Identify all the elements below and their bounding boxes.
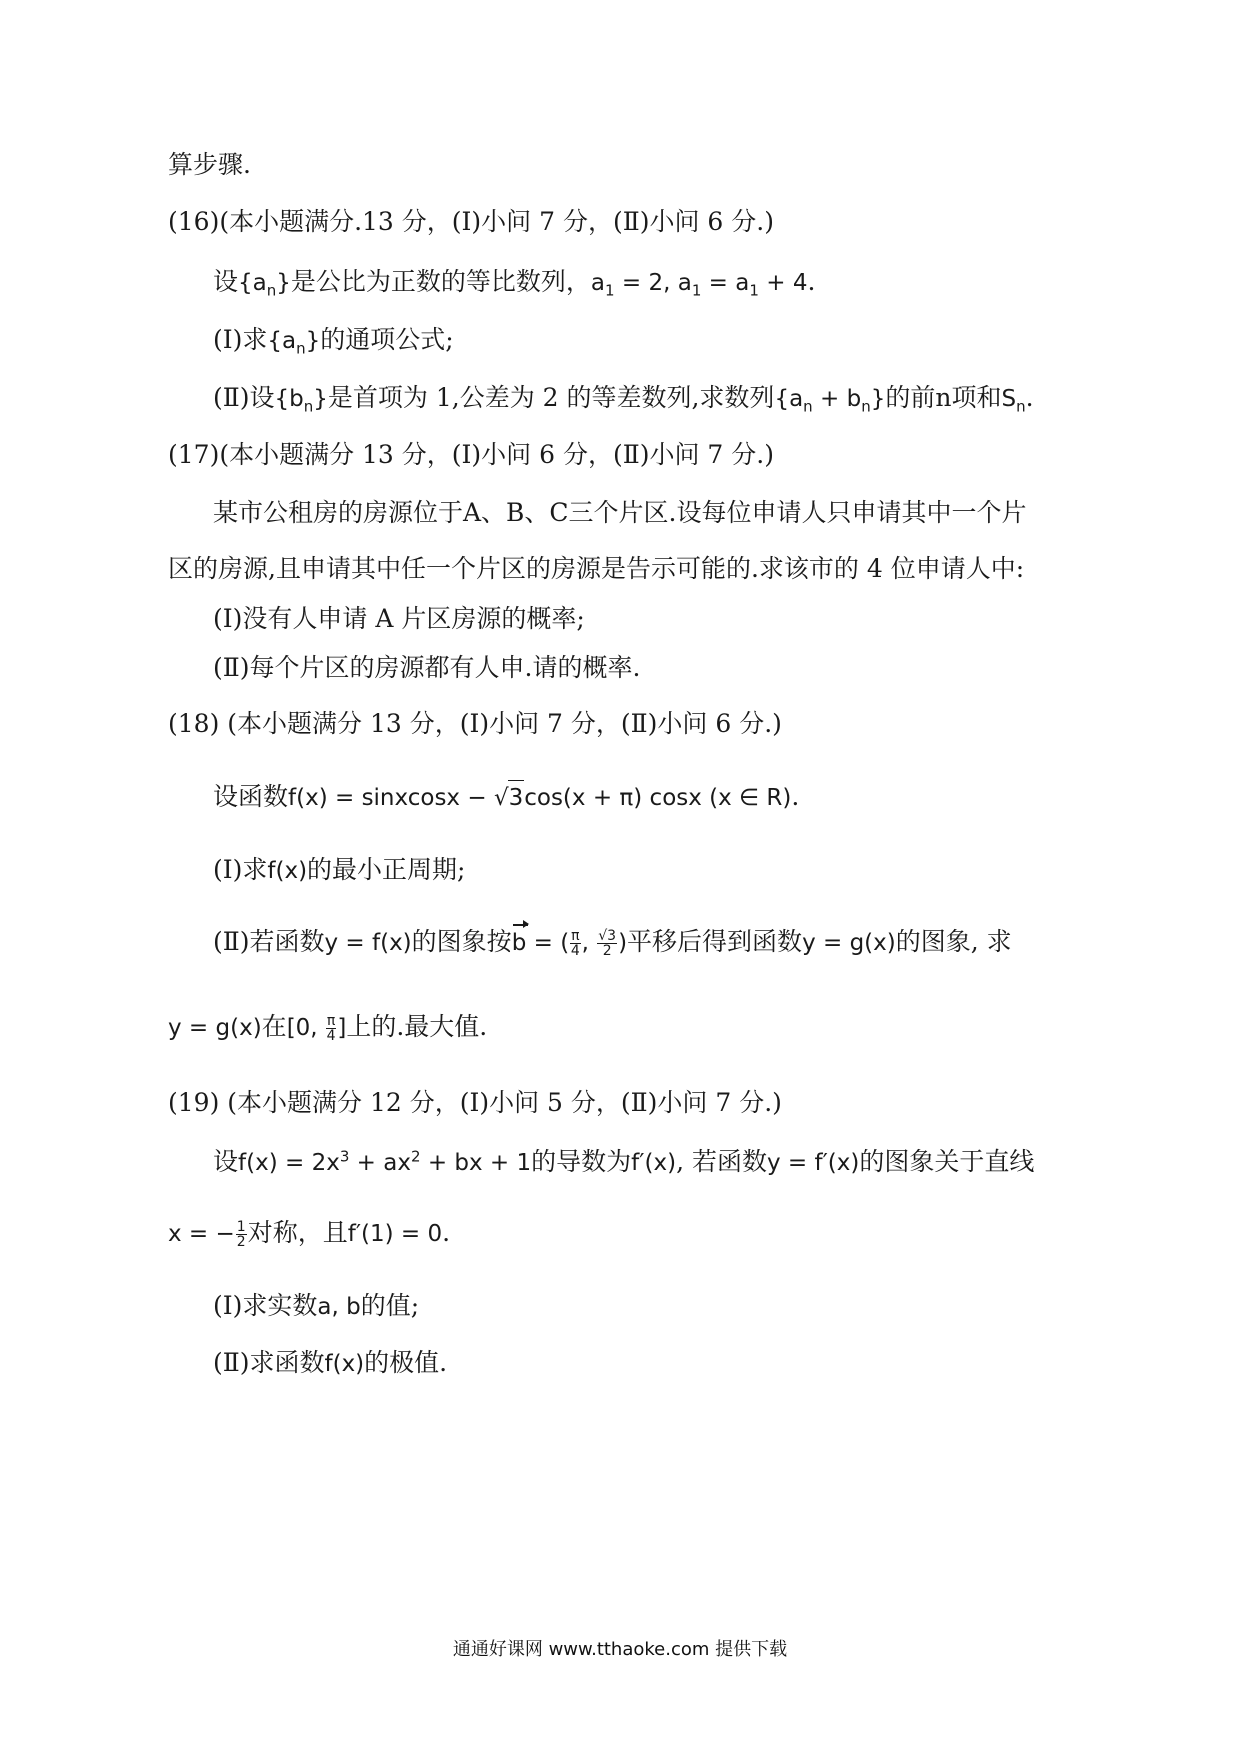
math-fx: f(x): [267, 858, 308, 884]
math-a1-eq: $a_1 = 2$, $a_1 = a_1 + 4$: [590, 270, 808, 300]
footer-watermark: 通通好课网 www.tthaoke.com 提供下载: [452, 1639, 788, 1660]
question-16-part-1: (Ⅰ)求$\{a_n\}$的通项公式;: [213, 325, 454, 358]
question-16-part-2: (Ⅱ)设$\{b_n\}$是首项为 1,公差为 2 的等差数列,求数列$\{a_n + b_n\}$的前n项和$S_n$.: [213, 383, 1034, 416]
question-17-header: (17)(本小题满分 13 分，(Ⅰ)小问 6 分，(Ⅱ)小问 7 分.): [168, 440, 774, 469]
math-y-eq-gx: y = g(x): [802, 930, 896, 956]
math-y-eq-fprime: y = f′(x): [766, 1150, 860, 1176]
question-17-part-2: (Ⅱ)每个片区的房源都有人申.请的概率.: [213, 653, 641, 682]
math-fprime: f′(x): [631, 1150, 677, 1176]
math-sn: $S_n$: [1001, 386, 1026, 416]
question-18-part-2: (Ⅱ)若函数y = f(x)的图象按b = ( $\frac{\pi}{4}$ , $\frac{√3}{2}$ )平移后得到函数y = g(x)的图象, 求: [213, 927, 1012, 959]
math-x-eq-minus-half: x = − $\frac{1}{2}$: [168, 1219, 246, 1250]
math-a-set: $\{a_n\}$: [267, 328, 321, 358]
question-17-statement-2: 区的房源,且申请其中任一个片区的房源是告示可能的.求该市的 4 位申请人中:: [168, 554, 1025, 583]
question-19-part-2: (Ⅱ)求函数f(x)的极值.: [213, 1348, 448, 1377]
math-b-set: $\{b_n\}$: [274, 386, 328, 416]
math-an-plus-bn: $\{a_n + b_n\}$: [774, 386, 886, 416]
math-a-set: $\{a_n\}$: [238, 270, 291, 300]
question-18-header: (18) (本小题满分 13 分，(Ⅰ)小问 7 分，(Ⅱ)小问 6 分.): [168, 709, 782, 738]
math-fx: f(x): [324, 1351, 365, 1377]
text-line: 算步骤.: [168, 150, 251, 179]
question-16-header: (16)(本小题满分.13 分，(Ⅰ)小问 7 分，(Ⅱ)小问 6 分.): [168, 207, 774, 236]
math-vector-b: b = ( $\frac{\pi}{4}$ , $\frac{√3}{2}$ ): [511, 928, 628, 959]
question-17-statement-1: 某市公租房的房源位于A、B、C三个片区.设每位申请人只申请其中一个片: [213, 498, 1027, 527]
question-19-statement-1: 设$f(x) = 2x^3 + ax^2$ + bx + 1的导数为f′(x), 若函数y = f′(x)的图象关于直线: [213, 1147, 1035, 1176]
question-18-statement: 设函数f(x) = sinxcosx − √3cos(x + π) cosx (x ∈ R).: [213, 780, 799, 815]
text: 设: [213, 267, 239, 296]
math-ab: a, b: [317, 1294, 361, 1320]
math-fprime-1: f′(1) = 0: [347, 1221, 443, 1247]
math-y-eq-fx: y = f(x): [324, 930, 412, 956]
question-19-statement-2: x = − $\frac{1}{2}$ 对称，且f′(1) = 0.: [168, 1218, 451, 1250]
math-interval: [0, $\frac{\pi}{4}$ ]: [286, 1013, 347, 1044]
question-18-part-1: (Ⅰ)求f(x)的最小正周期;: [213, 855, 466, 884]
question-19-part-1: (Ⅰ)求实数a, b的值;: [213, 1291, 420, 1320]
text: 是公比为正数的等比数列，: [290, 267, 591, 296]
question-16-statement: [213, 265, 815, 300]
math-y-eq-gx: y = g(x): [168, 1015, 262, 1041]
text: .: [807, 267, 816, 296]
math-f-poly: $f(x) = 2x^3 + ax^2$ + bx + 1: [238, 1147, 532, 1176]
math-fx-definition: f(x) = sinxcosx − √3cos(x + π) cosx (x ∈ R): [288, 785, 791, 811]
question-19-header: (19) (本小题满分 12 分，(Ⅰ)小问 5 分，(Ⅱ)小问 7 分.): [168, 1088, 782, 1117]
question-17-part-1: (Ⅰ)没有人申请 A 片区房源的概率;: [213, 604, 585, 633]
question-18-part-2-cont: y = g(x)在[0, $\frac{\pi}{4}$ ]上的.最大值.: [168, 1012, 488, 1044]
